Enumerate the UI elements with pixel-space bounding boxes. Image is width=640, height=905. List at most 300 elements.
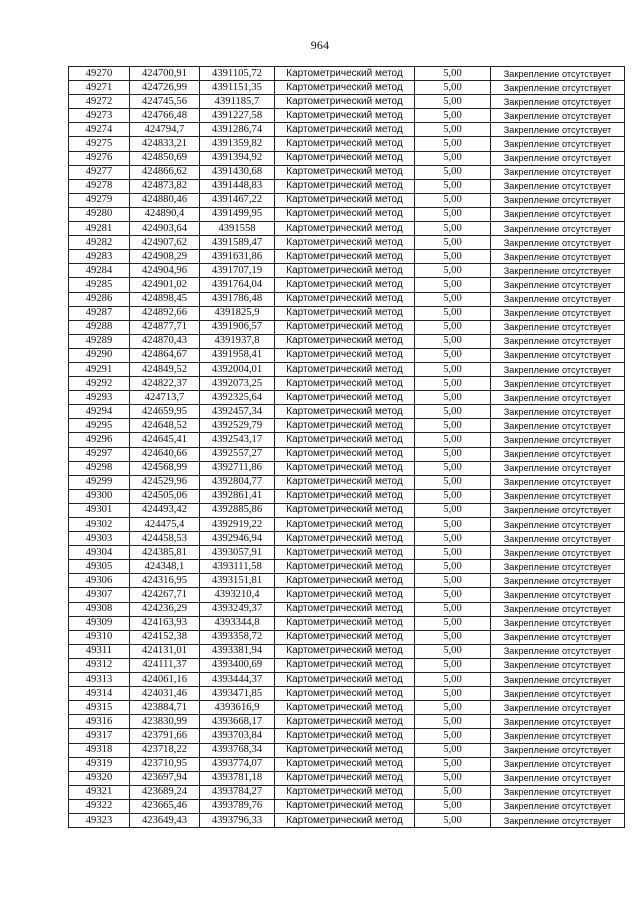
accuracy-cell: 5,00: [415, 391, 491, 405]
table-row: [69, 489, 625, 503]
fixation-note-cell: Закрепление отсутствует: [491, 447, 625, 461]
method-cell: Картометрический метод: [275, 588, 415, 602]
accuracy-cell: 5,00: [415, 81, 491, 95]
accuracy-cell: 5,00: [415, 644, 491, 658]
y-coordinate-cell: 4393789,76: [200, 799, 275, 813]
method-cell: Картометрический метод: [275, 715, 415, 729]
y-coordinate-cell: 4391958,41: [200, 348, 275, 362]
fixation-note-cell: Закрепление отсутствует: [491, 630, 625, 644]
table-row: [69, 95, 625, 109]
accuracy-cell: 5,00: [415, 236, 491, 250]
method-cell: Картометрический метод: [275, 658, 415, 672]
table-row: [69, 813, 625, 827]
y-coordinate-cell: 4393668,17: [200, 715, 275, 729]
point-number-cell: 49321: [69, 785, 130, 799]
accuracy-cell: 5,00: [415, 165, 491, 179]
y-coordinate-cell: 4392325,64: [200, 391, 275, 405]
fixation-note-cell: Закрепление отсутствует: [491, 687, 625, 701]
x-coordinate-cell: 424892,66: [130, 306, 200, 320]
method-cell: Картометрический метод: [275, 602, 415, 616]
x-coordinate-cell: 424700,91: [130, 67, 200, 81]
y-coordinate-cell: 4393381,94: [200, 644, 275, 658]
accuracy-cell: 5,00: [415, 222, 491, 236]
accuracy-cell: 5,00: [415, 207, 491, 221]
fixation-note-cell: Закрепление отсутствует: [491, 236, 625, 250]
fixation-note-cell: Закрепление отсутствует: [491, 701, 625, 715]
y-coordinate-cell: 4393151,81: [200, 574, 275, 588]
x-coordinate-cell: 424061,16: [130, 673, 200, 687]
x-coordinate-cell: 424726,99: [130, 81, 200, 95]
method-cell: Картометрический метод: [275, 489, 415, 503]
y-coordinate-cell: 4393616,9: [200, 701, 275, 715]
y-coordinate-cell: 4391825,9: [200, 306, 275, 320]
x-coordinate-cell: 423791,66: [130, 729, 200, 743]
accuracy-cell: 5,00: [415, 334, 491, 348]
method-cell: Картометрический метод: [275, 560, 415, 574]
fixation-note-cell: Закрепление отсутствует: [491, 489, 625, 503]
fixation-note-cell: Закрепление отсутствует: [491, 193, 625, 207]
table-row: [69, 785, 625, 799]
fixation-note-cell: Закрепление отсутствует: [491, 715, 625, 729]
fixation-note-cell: Закрепление отсутствует: [491, 264, 625, 278]
fixation-note-cell: Закрепление отсутствует: [491, 278, 625, 292]
x-coordinate-cell: 424568,99: [130, 461, 200, 475]
method-cell: Картометрический метод: [275, 151, 415, 165]
accuracy-cell: 5,00: [415, 701, 491, 715]
y-coordinate-cell: 4393400,69: [200, 658, 275, 672]
method-cell: Картометрический метод: [275, 461, 415, 475]
x-coordinate-cell: 424907,62: [130, 236, 200, 250]
table-row: [69, 757, 625, 771]
fixation-note-cell: Закрепление отсутствует: [491, 137, 625, 151]
x-coordinate-cell: 424873,82: [130, 179, 200, 193]
table-row: [69, 701, 625, 715]
method-cell: Картометрический метод: [275, 207, 415, 221]
x-coordinate-cell: 424713,7: [130, 391, 200, 405]
y-coordinate-cell: 4393784,27: [200, 785, 275, 799]
x-coordinate-cell: 424898,45: [130, 292, 200, 306]
x-coordinate-cell: 424385,81: [130, 546, 200, 560]
accuracy-cell: 5,00: [415, 687, 491, 701]
y-coordinate-cell: 4391448,83: [200, 179, 275, 193]
x-coordinate-cell: 423884,71: [130, 701, 200, 715]
point-number-cell: 49316: [69, 715, 130, 729]
method-cell: Картометрический метод: [275, 785, 415, 799]
point-number-cell: 49317: [69, 729, 130, 743]
method-cell: Картометрический метод: [275, 264, 415, 278]
table-row: [69, 320, 625, 334]
table-row: [69, 334, 625, 348]
point-number-cell: 49319: [69, 757, 130, 771]
x-coordinate-cell: 423649,43: [130, 813, 200, 827]
y-coordinate-cell: 4393057,91: [200, 546, 275, 560]
accuracy-cell: 5,00: [415, 630, 491, 644]
point-number-cell: 49305: [69, 560, 130, 574]
point-number-cell: 49272: [69, 95, 130, 109]
method-cell: Картометрический метод: [275, 813, 415, 827]
accuracy-cell: 5,00: [415, 813, 491, 827]
fixation-note-cell: Закрепление отсутствует: [491, 461, 625, 475]
point-number-cell: 49311: [69, 644, 130, 658]
y-coordinate-cell: 4393796,33: [200, 813, 275, 827]
accuracy-cell: 5,00: [415, 461, 491, 475]
y-coordinate-cell: 4392529,79: [200, 419, 275, 433]
fixation-note-cell: Закрепление отсутствует: [491, 616, 625, 630]
x-coordinate-cell: 424152,38: [130, 630, 200, 644]
fixation-note-cell: Закрепление отсутствует: [491, 391, 625, 405]
table-row: [69, 673, 625, 687]
x-coordinate-cell: 424458,53: [130, 532, 200, 546]
y-coordinate-cell: 4391707,19: [200, 264, 275, 278]
point-number-cell: 49312: [69, 658, 130, 672]
table-row: [69, 616, 625, 630]
accuracy-cell: 5,00: [415, 616, 491, 630]
table-row: [69, 151, 625, 165]
y-coordinate-cell: 4391430,68: [200, 165, 275, 179]
method-cell: Картометрический метод: [275, 109, 415, 123]
table-row: [69, 518, 625, 532]
point-number-cell: 49290: [69, 348, 130, 362]
point-number-cell: 49276: [69, 151, 130, 165]
y-coordinate-cell: 4391906,57: [200, 320, 275, 334]
point-number-cell: 49283: [69, 250, 130, 264]
accuracy-cell: 5,00: [415, 348, 491, 362]
fixation-note-cell: Закрепление отсутствует: [491, 362, 625, 376]
table-row: [69, 574, 625, 588]
point-number-cell: 49323: [69, 813, 130, 827]
point-number-cell: 49300: [69, 489, 130, 503]
fixation-note-cell: Закрепление отсутствует: [491, 574, 625, 588]
point-number-cell: 49296: [69, 433, 130, 447]
x-coordinate-cell: 424904,96: [130, 264, 200, 278]
x-coordinate-cell: 424901,02: [130, 278, 200, 292]
point-number-cell: 49277: [69, 165, 130, 179]
x-coordinate-cell: 424833,21: [130, 137, 200, 151]
y-coordinate-cell: 4391359,82: [200, 137, 275, 151]
point-number-cell: 49284: [69, 264, 130, 278]
table-row: [69, 433, 625, 447]
fixation-note-cell: Закрепление отсутствует: [491, 222, 625, 236]
table-row: [69, 658, 625, 672]
method-cell: Картометрический метод: [275, 320, 415, 334]
x-coordinate-cell: 424316,95: [130, 574, 200, 588]
method-cell: Картометрический метод: [275, 757, 415, 771]
y-coordinate-cell: 4392946,94: [200, 532, 275, 546]
table-row: [69, 630, 625, 644]
x-coordinate-cell: 423830,99: [130, 715, 200, 729]
table-row: [69, 729, 625, 743]
fixation-note-cell: Закрепление отсутствует: [491, 320, 625, 334]
table-row: [69, 461, 625, 475]
point-number-cell: 49320: [69, 771, 130, 785]
accuracy-cell: 5,00: [415, 306, 491, 320]
accuracy-cell: 5,00: [415, 673, 491, 687]
x-coordinate-cell: 423710,95: [130, 757, 200, 771]
point-number-cell: 49273: [69, 109, 130, 123]
accuracy-cell: 5,00: [415, 560, 491, 574]
fixation-note-cell: Закрепление отсутствует: [491, 419, 625, 433]
accuracy-cell: 5,00: [415, 743, 491, 757]
fixation-note-cell: Закрепление отсутствует: [491, 151, 625, 165]
point-number-cell: 49279: [69, 193, 130, 207]
coordinates-table-body: [69, 67, 625, 828]
table-row: [69, 207, 625, 221]
fixation-note-cell: Закрепление отсутствует: [491, 757, 625, 771]
x-coordinate-cell: 424505,06: [130, 489, 200, 503]
y-coordinate-cell: 4392557,27: [200, 447, 275, 461]
accuracy-cell: 5,00: [415, 264, 491, 278]
x-coordinate-cell: 424031,46: [130, 687, 200, 701]
point-number-cell: 49310: [69, 630, 130, 644]
table-row: [69, 447, 625, 461]
x-coordinate-cell: 424877,71: [130, 320, 200, 334]
fixation-note-cell: Закрепление отсутствует: [491, 588, 625, 602]
fixation-note-cell: Закрепление отсутствует: [491, 813, 625, 827]
table-row: [69, 109, 625, 123]
accuracy-cell: 5,00: [415, 95, 491, 109]
point-number-cell: 49294: [69, 405, 130, 419]
method-cell: Картометрический метод: [275, 532, 415, 546]
accuracy-cell: 5,00: [415, 433, 491, 447]
point-number-cell: 49297: [69, 447, 130, 461]
point-number-cell: 49278: [69, 179, 130, 193]
y-coordinate-cell: 4391937,8: [200, 334, 275, 348]
fixation-note-cell: Закрепление отсутствует: [491, 95, 625, 109]
table-row: [69, 306, 625, 320]
y-coordinate-cell: 4392861,41: [200, 489, 275, 503]
accuracy-cell: 5,00: [415, 602, 491, 616]
method-cell: Картометрический метод: [275, 729, 415, 743]
accuracy-cell: 5,00: [415, 377, 491, 391]
fixation-note-cell: Закрепление отсутствует: [491, 67, 625, 81]
fixation-note-cell: Закрепление отсутствует: [491, 771, 625, 785]
x-coordinate-cell: 424493,42: [130, 503, 200, 517]
point-number-cell: 49315: [69, 701, 130, 715]
table-row: [69, 475, 625, 489]
x-coordinate-cell: 423689,24: [130, 785, 200, 799]
point-number-cell: 49318: [69, 743, 130, 757]
x-coordinate-cell: 424659,95: [130, 405, 200, 419]
fixation-note-cell: Закрепление отсутствует: [491, 179, 625, 193]
method-cell: Картометрический метод: [275, 362, 415, 376]
point-number-cell: 49289: [69, 334, 130, 348]
y-coordinate-cell: 4392711,86: [200, 461, 275, 475]
x-coordinate-cell: 424822,37: [130, 377, 200, 391]
y-coordinate-cell: 4391589,47: [200, 236, 275, 250]
method-cell: Картометрический метод: [275, 137, 415, 151]
fixation-note-cell: Закрепление отсутствует: [491, 729, 625, 743]
method-cell: Картометрический метод: [275, 334, 415, 348]
point-number-cell: 49281: [69, 222, 130, 236]
point-number-cell: 49303: [69, 532, 130, 546]
table-row: [69, 715, 625, 729]
method-cell: Картометрический метод: [275, 95, 415, 109]
table-row: [69, 391, 625, 405]
method-cell: Картометрический метод: [275, 250, 415, 264]
method-cell: Картометрический метод: [275, 743, 415, 757]
table-row: [69, 292, 625, 306]
y-coordinate-cell: 4391786,48: [200, 292, 275, 306]
point-number-cell: 49308: [69, 602, 130, 616]
x-coordinate-cell: 424850,69: [130, 151, 200, 165]
y-coordinate-cell: 4392804,77: [200, 475, 275, 489]
method-cell: Картометрический метод: [275, 179, 415, 193]
x-coordinate-cell: 424890,4: [130, 207, 200, 221]
fixation-note-cell: Закрепление отсутствует: [491, 560, 625, 574]
y-coordinate-cell: 4391467,22: [200, 193, 275, 207]
y-coordinate-cell: 4392004,01: [200, 362, 275, 376]
y-coordinate-cell: 4391394,92: [200, 151, 275, 165]
fixation-note-cell: Закрепление отсутствует: [491, 673, 625, 687]
fixation-note-cell: Закрепление отсутствует: [491, 658, 625, 672]
method-cell: Картометрический метод: [275, 278, 415, 292]
table-row: [69, 236, 625, 250]
y-coordinate-cell: 4393444,37: [200, 673, 275, 687]
table-row: [69, 546, 625, 560]
accuracy-cell: 5,00: [415, 193, 491, 207]
method-cell: Картометрический метод: [275, 81, 415, 95]
y-coordinate-cell: 4393111,58: [200, 560, 275, 574]
x-coordinate-cell: 424880,46: [130, 193, 200, 207]
y-coordinate-cell: 4391499,95: [200, 207, 275, 221]
y-coordinate-cell: 4393781,18: [200, 771, 275, 785]
x-coordinate-cell: 424745,56: [130, 95, 200, 109]
method-cell: Картометрический метод: [275, 574, 415, 588]
accuracy-cell: 5,00: [415, 278, 491, 292]
method-cell: Картометрический метод: [275, 123, 415, 137]
accuracy-cell: 5,00: [415, 179, 491, 193]
y-coordinate-cell: 4393774,07: [200, 757, 275, 771]
y-coordinate-cell: 4391105,72: [200, 67, 275, 81]
method-cell: Картометрический метод: [275, 236, 415, 250]
method-cell: Картометрический метод: [275, 673, 415, 687]
point-number-cell: 49280: [69, 207, 130, 221]
y-coordinate-cell: 4391764,04: [200, 278, 275, 292]
fixation-note-cell: Закрепление отсутствует: [491, 743, 625, 757]
fixation-note-cell: Закрепление отсутствует: [491, 518, 625, 532]
table-row: [69, 602, 625, 616]
method-cell: Картометрический метод: [275, 165, 415, 179]
page-number: 964: [310, 38, 330, 52]
y-coordinate-cell: 4392457,34: [200, 405, 275, 419]
method-cell: Картометрический метод: [275, 687, 415, 701]
y-coordinate-cell: 4392073,25: [200, 377, 275, 391]
accuracy-cell: 5,00: [415, 137, 491, 151]
accuracy-cell: 5,00: [415, 320, 491, 334]
method-cell: Картометрический метод: [275, 391, 415, 405]
accuracy-cell: 5,00: [415, 292, 491, 306]
method-cell: Картометрический метод: [275, 701, 415, 715]
point-number-cell: 49292: [69, 377, 130, 391]
fixation-note-cell: Закрепление отсутствует: [491, 546, 625, 560]
x-coordinate-cell: 424163,93: [130, 616, 200, 630]
x-coordinate-cell: 424794,7: [130, 123, 200, 137]
table-row: [69, 222, 625, 236]
point-number-cell: 49286: [69, 292, 130, 306]
table-row: [69, 377, 625, 391]
accuracy-cell: 5,00: [415, 362, 491, 376]
table-row: [69, 348, 625, 362]
accuracy-cell: 5,00: [415, 785, 491, 799]
table-row: [69, 123, 625, 137]
point-number-cell: 49301: [69, 503, 130, 517]
method-cell: Картометрический метод: [275, 503, 415, 517]
method-cell: Картометрический метод: [275, 771, 415, 785]
accuracy-cell: 5,00: [415, 447, 491, 461]
x-coordinate-cell: 424645,41: [130, 433, 200, 447]
accuracy-cell: 5,00: [415, 405, 491, 419]
method-cell: Картометрический метод: [275, 419, 415, 433]
accuracy-cell: 5,00: [415, 574, 491, 588]
y-coordinate-cell: 4391227,58: [200, 109, 275, 123]
fixation-note-cell: Закрепление отсутствует: [491, 109, 625, 123]
method-cell: Картометрический метод: [275, 799, 415, 813]
x-coordinate-cell: 424348,1: [130, 560, 200, 574]
method-cell: Картометрический метод: [275, 193, 415, 207]
accuracy-cell: 5,00: [415, 67, 491, 81]
table-row: [69, 278, 625, 292]
fixation-note-cell: Закрепление отсутствует: [491, 433, 625, 447]
x-coordinate-cell: 424529,96: [130, 475, 200, 489]
y-coordinate-cell: 4392885,86: [200, 503, 275, 517]
y-coordinate-cell: 4393768,34: [200, 743, 275, 757]
y-coordinate-cell: 4393249,37: [200, 602, 275, 616]
fixation-note-cell: Закрепление отсутствует: [491, 165, 625, 179]
point-number-cell: 49274: [69, 123, 130, 137]
point-number-cell: 49293: [69, 391, 130, 405]
accuracy-cell: 5,00: [415, 109, 491, 123]
point-number-cell: 49271: [69, 81, 130, 95]
y-coordinate-cell: 4393471,85: [200, 687, 275, 701]
table-row: [69, 687, 625, 701]
point-number-cell: 49314: [69, 687, 130, 701]
point-number-cell: 49302: [69, 518, 130, 532]
accuracy-cell: 5,00: [415, 729, 491, 743]
x-coordinate-cell: 423665,46: [130, 799, 200, 813]
method-cell: Картометрический метод: [275, 348, 415, 362]
x-coordinate-cell: 424864,67: [130, 348, 200, 362]
method-cell: Картометрический метод: [275, 433, 415, 447]
y-coordinate-cell: 4392919,22: [200, 518, 275, 532]
point-number-cell: 49282: [69, 236, 130, 250]
accuracy-cell: 5,00: [415, 419, 491, 433]
y-coordinate-cell: 4392543,17: [200, 433, 275, 447]
point-number-cell: 49306: [69, 574, 130, 588]
point-number-cell: 49304: [69, 546, 130, 560]
fixation-note-cell: Закрепление отсутствует: [491, 207, 625, 221]
accuracy-cell: 5,00: [415, 658, 491, 672]
method-cell: Картометрический метод: [275, 644, 415, 658]
fixation-note-cell: Закрепление отсутствует: [491, 405, 625, 419]
accuracy-cell: 5,00: [415, 151, 491, 165]
fixation-note-cell: Закрепление отсутствует: [491, 475, 625, 489]
fixation-note-cell: Закрепление отсутствует: [491, 348, 625, 362]
table-row: [69, 532, 625, 546]
table-row: [69, 419, 625, 433]
x-coordinate-cell: 424640,66: [130, 447, 200, 461]
y-coordinate-cell: 4393358,72: [200, 630, 275, 644]
method-cell: Картометрический метод: [275, 405, 415, 419]
x-coordinate-cell: 424870,43: [130, 334, 200, 348]
point-number-cell: 49270: [69, 67, 130, 81]
y-coordinate-cell: 4393344,8: [200, 616, 275, 630]
point-number-cell: 49288: [69, 320, 130, 334]
accuracy-cell: 5,00: [415, 771, 491, 785]
accuracy-cell: 5,00: [415, 503, 491, 517]
x-coordinate-cell: 424866,62: [130, 165, 200, 179]
fixation-note-cell: Закрепление отсутствует: [491, 123, 625, 137]
x-coordinate-cell: 424903,64: [130, 222, 200, 236]
